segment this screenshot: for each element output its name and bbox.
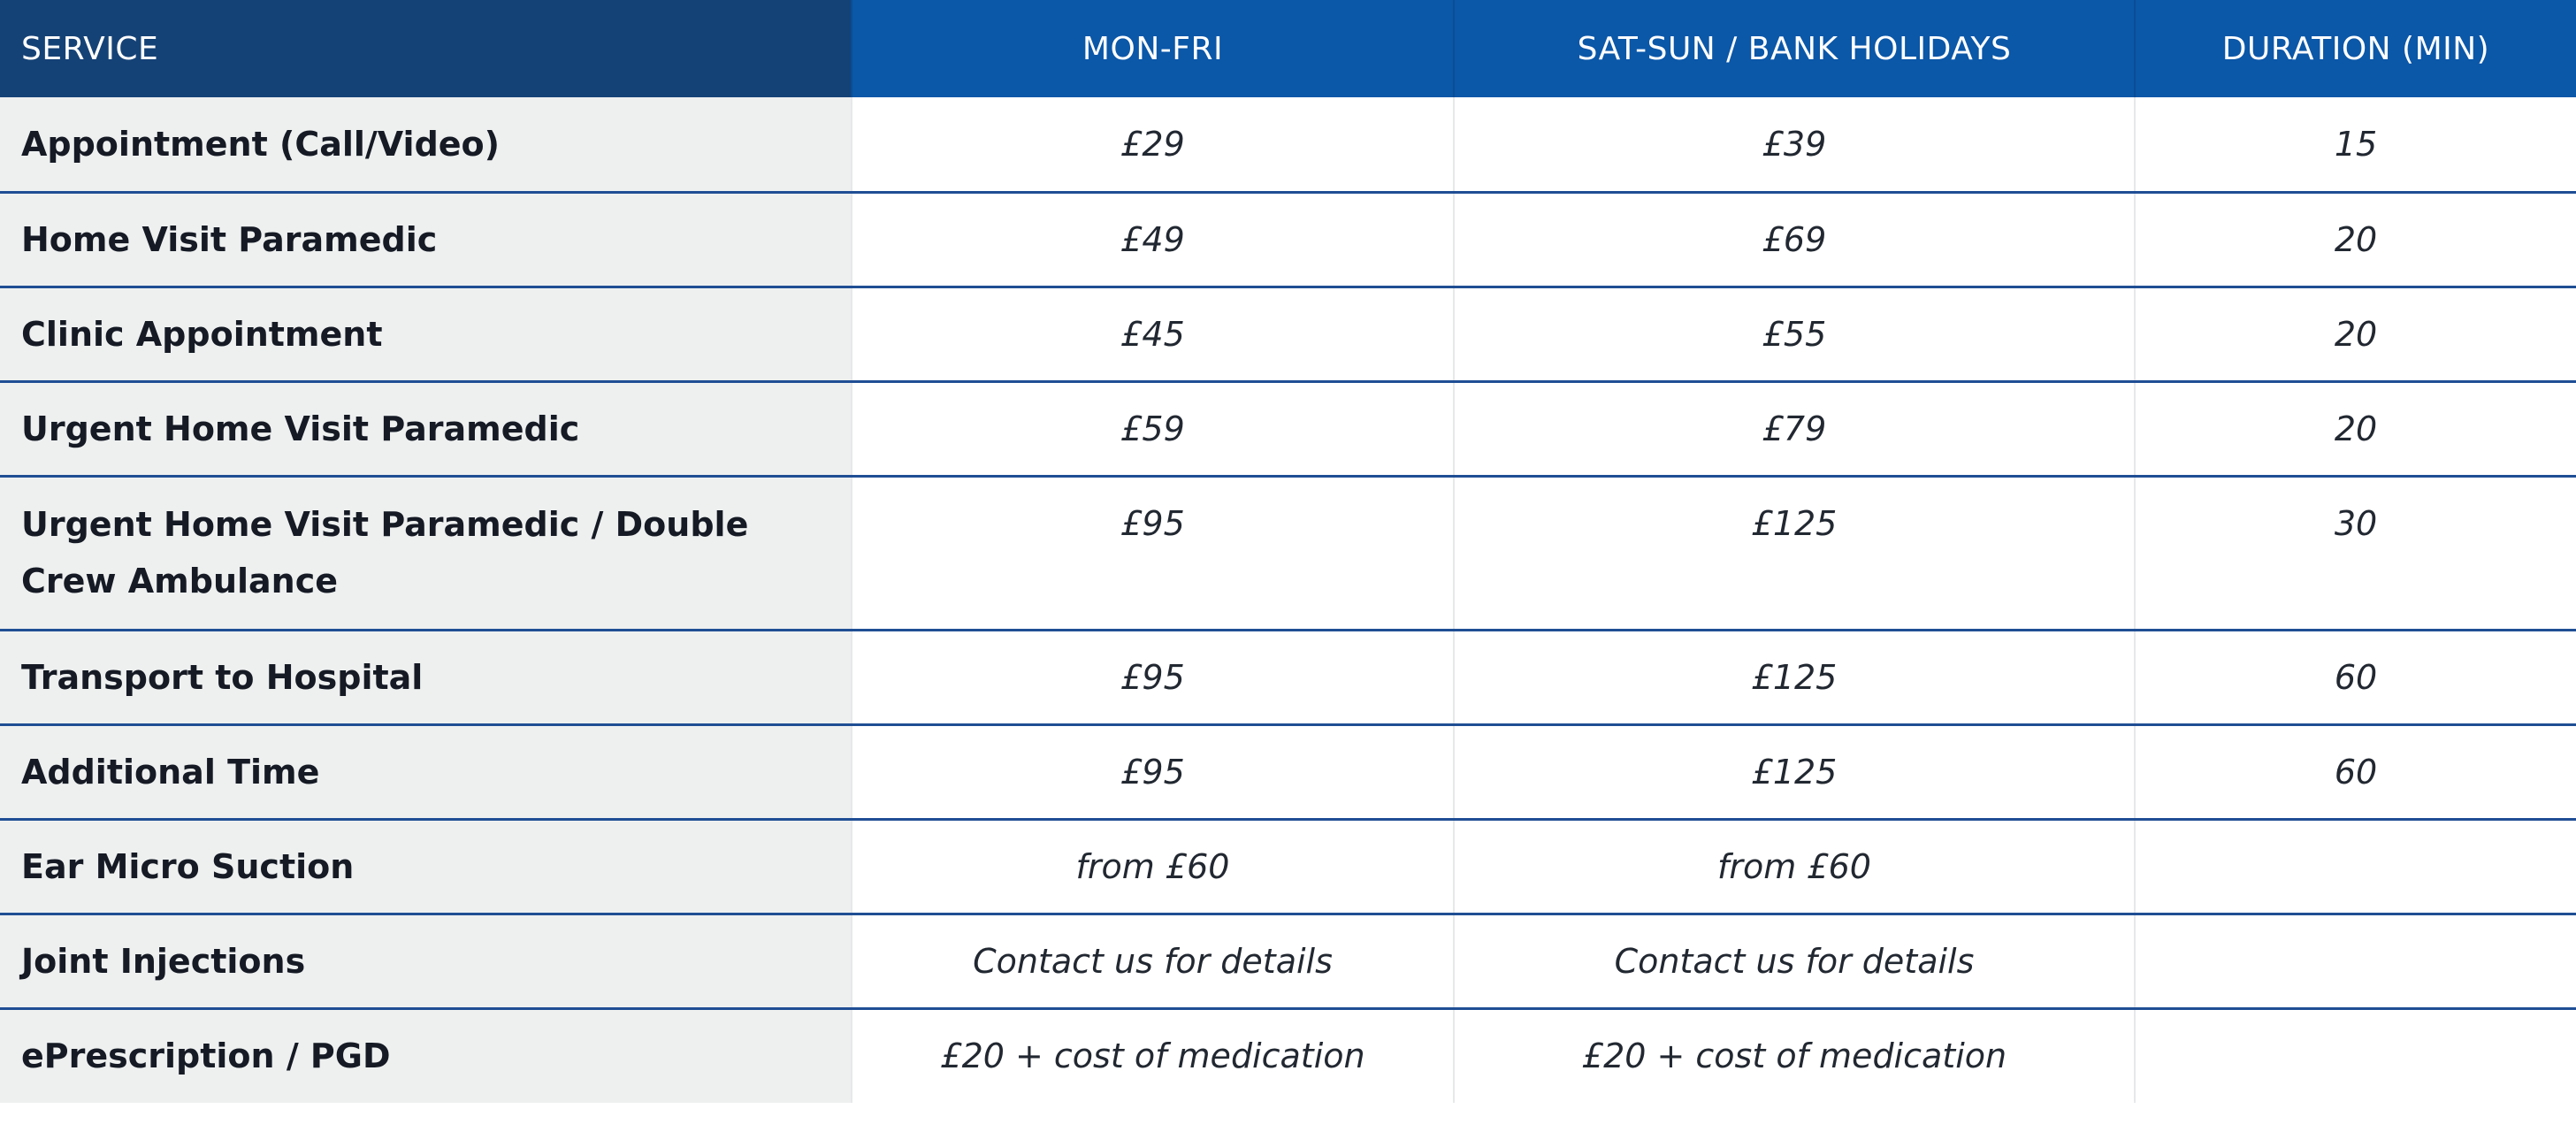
duration-minutes: 60 <box>2135 630 2576 724</box>
weekend-price: £125 <box>1454 476 2135 630</box>
weekday-price: £95 <box>852 476 1454 630</box>
duration-minutes: 60 <box>2135 724 2576 819</box>
weekday-price: Contact us for details <box>852 914 1454 1008</box>
service-name: Transport to Hospital <box>0 630 852 724</box>
service-name: Home Visit Paramedic <box>0 192 852 287</box>
weekend-price: £79 <box>1454 381 2135 476</box>
header-weekend: SAT-SUN / BANK HOLIDAYS <box>1454 0 2135 97</box>
duration-minutes: 20 <box>2135 192 2576 287</box>
table-row <box>0 97 2576 192</box>
table-row <box>0 192 2576 287</box>
service-name: Urgent Home Visit Paramedic / Double Crew Ambulance <box>0 476 852 630</box>
weekend-price: £69 <box>1454 192 2135 287</box>
duration-minutes: 30 <box>2135 476 2576 630</box>
table-row <box>0 724 2576 819</box>
table-row <box>0 381 2576 476</box>
weekend-price: £125 <box>1454 630 2135 724</box>
table-row <box>0 914 2576 1008</box>
service-name: Appointment (Call/Video) <box>0 97 852 192</box>
weekend-price: £20 + cost of medication <box>1454 1008 2135 1103</box>
table-header <box>0 0 2576 97</box>
table-row <box>0 819 2576 914</box>
weekend-price: Contact us for details <box>1454 914 2135 1008</box>
duration-minutes: 20 <box>2135 381 2576 476</box>
weekend-price: from £60 <box>1454 819 2135 914</box>
duration-minutes <box>2135 914 2576 1008</box>
header-weekday: MON-FRI <box>852 0 1454 97</box>
duration-minutes <box>2135 1008 2576 1103</box>
weekend-price: £39 <box>1454 97 2135 192</box>
weekday-price: £95 <box>852 724 1454 819</box>
duration-minutes: 15 <box>2135 97 2576 192</box>
table-row <box>0 630 2576 724</box>
header-duration: DURATION (MIN) <box>2135 0 2576 97</box>
weekday-price: £95 <box>852 630 1454 724</box>
table-row <box>0 1008 2576 1103</box>
duration-minutes <box>2135 819 2576 914</box>
weekend-price: £125 <box>1454 724 2135 819</box>
weekend-price: £55 <box>1454 287 2135 381</box>
duration-minutes: 20 <box>2135 287 2576 381</box>
service-name: Ear Micro Suction <box>0 819 852 914</box>
service-name: Urgent Home Visit Paramedic <box>0 381 852 476</box>
service-name: Additional Time <box>0 724 852 819</box>
weekday-price: £45 <box>852 287 1454 381</box>
service-name: Joint Injections <box>0 914 852 1008</box>
table-body <box>0 97 2576 1103</box>
service-name: ePrescription / PGD <box>0 1008 852 1103</box>
header-row <box>0 0 2576 97</box>
header-service: SERVICE <box>0 0 852 97</box>
table-row <box>0 287 2576 381</box>
service-name: Clinic Appointment <box>0 287 852 381</box>
weekday-price: £49 <box>852 192 1454 287</box>
weekday-price: £59 <box>852 381 1454 476</box>
weekday-price: £20 + cost of medication <box>852 1008 1454 1103</box>
weekday-price: from £60 <box>852 819 1454 914</box>
weekday-price: £29 <box>852 97 1454 192</box>
table-row <box>0 476 2576 630</box>
